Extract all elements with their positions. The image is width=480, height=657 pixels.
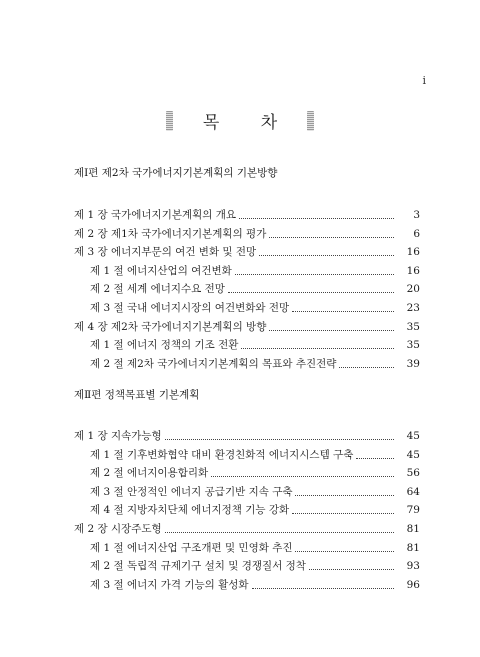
toc-entry-label: 제 1 절 에너지 정책의 기조 전환 <box>90 339 239 352</box>
toc-entry-label: 제 4 장 제2차 국가에너지기본계획의 방향 <box>74 320 267 333</box>
toc-entry-label: 제 2 절 독립적 규제기구 설치 및 경쟁질서 정착 <box>90 560 306 573</box>
toc-section-entry[interactable] <box>0 444 480 462</box>
toc-page-number: 56 <box>406 467 420 480</box>
toc-leader-dots <box>259 255 394 256</box>
toc-leader-dots <box>269 330 394 331</box>
page-number: i <box>422 74 426 87</box>
toc-page-number: 20 <box>406 283 420 296</box>
toc-section-entry[interactable] <box>0 278 480 296</box>
toc-page-number: 35 <box>406 339 420 352</box>
toc-page-number: 93 <box>406 560 420 573</box>
toc-page-number: 39 <box>406 357 420 370</box>
toc-page-number: 23 <box>406 302 420 314</box>
toc-entry-label: 제 3 절 국내 에너지시장의 여건변화와 전망 <box>90 302 290 314</box>
toc-leader-dots <box>309 569 394 570</box>
toc-page-number: 16 <box>406 264 420 277</box>
toc-title: 목 차 <box>202 113 296 133</box>
toc-section-entry[interactable] <box>0 499 480 517</box>
toc-entry-label: 제 2 장 제1차 국가에너지기본계획의 평가 <box>74 227 267 240</box>
toc-chapter-entry[interactable] <box>0 518 480 536</box>
toc-leader-dots <box>211 476 394 477</box>
toc-page-number: 16 <box>406 246 420 259</box>
toc-chapter-entry[interactable] <box>0 204 480 222</box>
toc-leader-dots <box>356 458 394 459</box>
toc-title-block <box>0 108 480 133</box>
toc-section-entry[interactable] <box>0 481 480 499</box>
toc-entry-label: 제 4 절 지방자치단체 에너지정책 기능 강화 <box>90 504 290 517</box>
toc-leader-dots <box>269 237 394 238</box>
part-title: 제Ⅱ편 정책목표별 기본계획 <box>74 389 200 401</box>
toc-page-number: 81 <box>406 541 420 554</box>
toc-page-number: 45 <box>406 430 420 442</box>
toc-leader-dots <box>235 274 394 275</box>
toc-section-entry[interactable] <box>0 297 480 315</box>
toc-section-entry[interactable] <box>0 260 480 278</box>
toc-entry-label: 제 3 절 에너지 가격 기능의 활성화 <box>90 578 249 591</box>
title-ornament-left <box>166 111 173 131</box>
toc-entry-label: 제 2 절 제2차 국가에너지기본계획의 목표와 추진전략 <box>90 357 337 370</box>
toc-entry-label: 제 1 절 에너지산업 구조개편 및 민영화 추진 <box>90 541 293 554</box>
toc-entry-label: 제 2 장 시장주도형 <box>74 523 162 535</box>
toc-section-entry[interactable] <box>0 353 480 371</box>
toc-leader-dots <box>252 588 394 589</box>
toc-section-entry[interactable] <box>0 574 480 592</box>
toc-entry-label: 제 3 장 에너지부문의 여건 변화 및 전망 <box>74 246 257 259</box>
toc-entry-label: 제 3 절 안정적인 에너지 공급기반 지속 구축 <box>90 485 293 498</box>
toc-chapter-entry[interactable] <box>0 241 480 259</box>
toc-page-number: 79 <box>406 504 420 517</box>
toc-leader-dots <box>228 292 394 293</box>
toc-entry-label: 제 1 장 지속가능형 <box>74 430 162 442</box>
toc-page-number: 96 <box>406 578 420 591</box>
toc-leader-dots <box>165 532 394 533</box>
toc-section-entry[interactable] <box>0 555 480 573</box>
toc-page-number: 35 <box>406 320 420 333</box>
toc-leader-dots <box>241 348 394 349</box>
toc-leader-dots <box>165 439 394 440</box>
toc-entry-label: 제 2 절 에너지이용합리화 <box>90 467 209 480</box>
toc-page-number: 3 <box>413 209 420 221</box>
toc-entry-label: 제 1 장 국가에너지기본계획의 개요 <box>74 209 237 221</box>
toc-leader-dots <box>295 495 394 496</box>
toc-chapter-entry[interactable] <box>0 425 480 443</box>
toc-leader-dots <box>295 551 394 552</box>
toc-page-number: 45 <box>406 448 420 461</box>
toc-section-entry[interactable] <box>0 334 480 352</box>
toc-entry-label: 제 2 절 세계 에너지수요 전망 <box>90 283 225 296</box>
toc-entry-label: 제 1 절 기후변화협약 대비 환경친화적 에너지시스템 구축 <box>90 448 354 461</box>
toc-chapter-entry[interactable] <box>0 316 480 334</box>
toc-chapter-entry[interactable] <box>0 223 480 241</box>
toc-leader-dots <box>292 513 394 514</box>
toc-page-number: 6 <box>413 227 420 240</box>
toc-page-number: 81 <box>406 523 420 535</box>
toc-section-entry[interactable] <box>0 462 480 480</box>
title-ornament-right <box>307 111 314 131</box>
part-title: 제Ⅰ편 제2차 국가에너지기본계획의 기본방향 <box>74 167 278 179</box>
toc-leader-dots <box>339 367 394 368</box>
toc-leader-dots <box>239 218 394 219</box>
toc-entry-label: 제 1 절 에너지산업의 여건변화 <box>90 264 232 277</box>
toc-page-number: 64 <box>406 485 420 498</box>
toc-leader-dots <box>292 311 394 312</box>
toc-section-entry[interactable] <box>0 537 480 555</box>
